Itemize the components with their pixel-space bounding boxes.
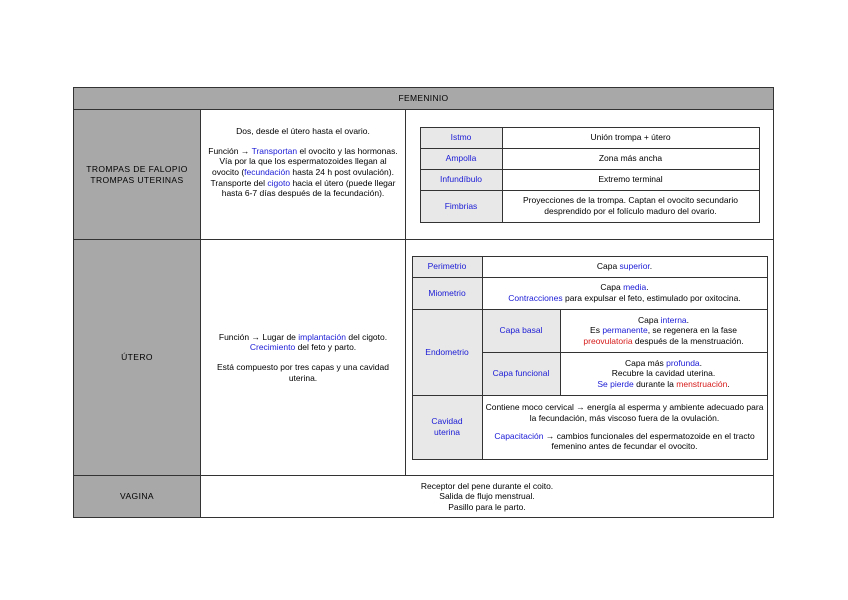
trompas-row xyxy=(74,110,774,240)
utero-row xyxy=(74,240,774,476)
layer-name-endometrio: Endometrio xyxy=(412,309,482,395)
vagina-description xyxy=(201,476,774,518)
trompas-description xyxy=(201,110,406,240)
trompas-desc-location: Dos, desde el útero hasta el ovario. xyxy=(236,126,370,136)
table-row xyxy=(420,190,759,222)
table-row xyxy=(412,395,767,459)
table-row xyxy=(420,169,759,190)
layer-desc-cavidad xyxy=(482,395,767,459)
sublayer-name-basal: Capa basal xyxy=(482,309,560,352)
part-desc: Zona más ancha xyxy=(502,148,759,169)
table-row xyxy=(412,277,767,309)
part-name-infundibulo: Infundíbulo xyxy=(420,169,502,190)
layer-name-perimetrio: Perimetrio xyxy=(412,256,482,277)
utero-layers-table xyxy=(412,256,768,460)
sublayer-desc-basal: Capa interna. Es permanente, se regenera en la fase preovulatoria después de la menstruación. xyxy=(560,309,767,352)
trompas-parts-cell xyxy=(406,110,774,240)
part-name-fimbrias: Fimbrias xyxy=(420,190,502,222)
table-row xyxy=(420,148,759,169)
trompas-label-line2: TROMPAS UTERINAS xyxy=(90,174,184,185)
sublayer-name-funcional: Capa funcional xyxy=(482,352,560,395)
vagina-row xyxy=(74,476,774,518)
layer-name-miometrio: Miometrio xyxy=(412,277,482,309)
vagina-label: VAGINA xyxy=(74,476,201,518)
table-row xyxy=(420,127,759,148)
layer-name-cavidad: Cavidad uterina xyxy=(412,395,482,459)
cavidad-desc-moco: Contiene moco cervical → energía al esperma y ambiente adecuado para la fecundación, más viscoso fuera de la ovulación. xyxy=(485,402,764,423)
vagina-desc-line3: Pasillo para le parto. xyxy=(448,501,526,512)
part-desc: Proyecciones de la trompa. Captan el ovocito secundario desprendido por el folículo maduro del ovario. xyxy=(502,190,759,222)
sublayer-desc-funcional: Capa más profunda. Recubre la cavidad uterina. Se pierde durante la menstruación. xyxy=(560,352,767,395)
layer-desc-perimetrio: Capa superior. xyxy=(482,256,767,277)
part-name-ampolla: Ampolla xyxy=(420,148,502,169)
layer-desc-miometrio: Capa media. Contracciones para expulsar el feto, estimulado por oxitocina. xyxy=(482,277,767,309)
vagina-desc-line1: Receptor del pene durante el coito. xyxy=(420,480,554,491)
utero-description xyxy=(201,240,406,476)
utero-desc-function: Función → Lugar de implantación del cigoto. Crecimiento del feto y parto. xyxy=(218,331,388,353)
part-name-istmo: Istmo xyxy=(420,127,502,148)
utero-desc-layers: Está compuesto por tres capas y una cavidad uterina. xyxy=(217,362,389,383)
table-row xyxy=(412,309,767,352)
part-desc: Extremo terminal xyxy=(502,169,759,190)
femenino-table xyxy=(73,87,774,518)
trompas-desc-function: Función → Transportan el ovocito y las hormonas. Vía por la que los espermatozoides llegan al ovocito (fecundación hasta 24 h post ovulación). Transporte del cigoto hacia el útero (puede llegar hasta 6-7 días después de la fecundación). xyxy=(208,145,398,199)
table-header: FEMENINIO xyxy=(74,88,774,110)
vagina-desc-line2: Salida de flujo menstrual. xyxy=(439,491,535,502)
trompas-label xyxy=(74,110,201,240)
part-desc: Unión trompa + útero xyxy=(502,127,759,148)
utero-label: ÚTERO xyxy=(74,240,201,476)
utero-layers-cell xyxy=(406,240,774,476)
trompas-label-line1: TROMPAS DE FALOPIO xyxy=(86,163,188,174)
cavidad-desc-capacitacion: Capacitación → cambios funcionales del espermatozoide en el tracto femenino antes de fecundar el ovocito. xyxy=(494,430,755,452)
trompas-parts-table xyxy=(420,127,760,223)
table-row xyxy=(412,256,767,277)
